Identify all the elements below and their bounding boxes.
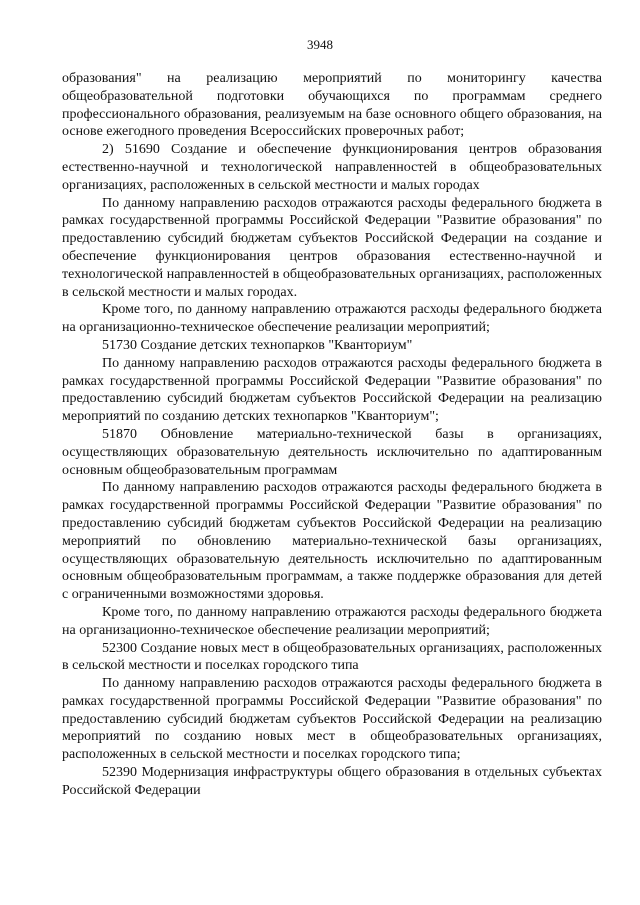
paragraph: Кроме того, по данному направлению отражаются расходы федерального бюджета на организационно-техническое обеспечение реализации мероприятий; [62,604,602,638]
paragraph-heading-52300: 52300 Создание новых мест в общеобразовательных организациях, расположенных в сельской местности и поселках городского типа [62,640,602,674]
paragraph-heading-51690: 2) 51690 Создание и обеспечение функционирования центров образования естественно-научной и технологической направленностей в общеобразовательных организациях, расположенных в сельской местности и малых городах [62,142,602,193]
paragraph: По данному направлению расходов отражаются расходы федерального бюджета в рамках государственной программы Российской Федерации "Развитие образования" по предоставлению субсидий бюджетам субъектов Российской Федерации на реализацию мероприятий по созданию детских технопарков "Кванториум"; [62,355,602,425]
page-number: 3948 [307,37,333,52]
paragraph: Кроме того, по данному направлению отражаются расходы федерального бюджета на организационно-техническое обеспечение реализации мероприятий; [62,302,602,336]
paragraph-heading-51870: 51870 Обновление материально-технической базы в организациях, осуществляющих образовательную деятельность исключительно по адаптированным основным общеобразовательным программам [62,426,602,478]
paragraph: По данному направлению расходов отражаются расходы федерального бюджета в рамках государственной программы Российской Федерации "Развитие образования" по предоставлению субсидий бюджетам субъектов Российской Федерации на реализацию мероприятий по созданию новых мест в общеобразовательных организациях, расположенных в сельской местности и поселках городского типа; [62,676,602,763]
paragraph-heading-51730: 51730 Создание детских технопарков "Кванториум" [102,337,413,353]
paragraph: По данному направлению расходов отражаются расходы федерального бюджета в рамках государственной программы Российской Федерации "Развитие образования" по предоставлению субсидий бюджетам субъектов Российской Федерации на создание и обеспечение функционирования центров образования естественно-научной и технологической направленностей в общеобразовательных организациях, расположенных в сельской местности и малых городах. [62,195,602,300]
paragraph-heading-52390: 52390 Модернизация инфраструктуры общего образования в отдельных субъектах Российской Федерации [62,765,602,798]
document-body [62,70,602,800]
paragraph-continuation: образования" на реализацию мероприятий по мониторингу качества общеобразовательной подготовки обучающихся по программам среднего профессионального образования, реализуемым на базе основного общего образования, на основе ежегодного проведения Всероссийских проверочных работ; [62,71,602,140]
paragraph: По данному направлению расходов отражаются расходы федерального бюджета в рамках государственной программы Российской Федерации "Развитие образования" по предоставлению субсидий бюджетам субъектов Российской Федерации на реализацию мероприятий по обновлению материально-технической базы организациях, осуществляющих образовательную деятельность исключительно по адаптированным основным общеобразовательным программам, а также поддержке образования для детей с ограниченными возможностями здоровья. [62,480,602,603]
